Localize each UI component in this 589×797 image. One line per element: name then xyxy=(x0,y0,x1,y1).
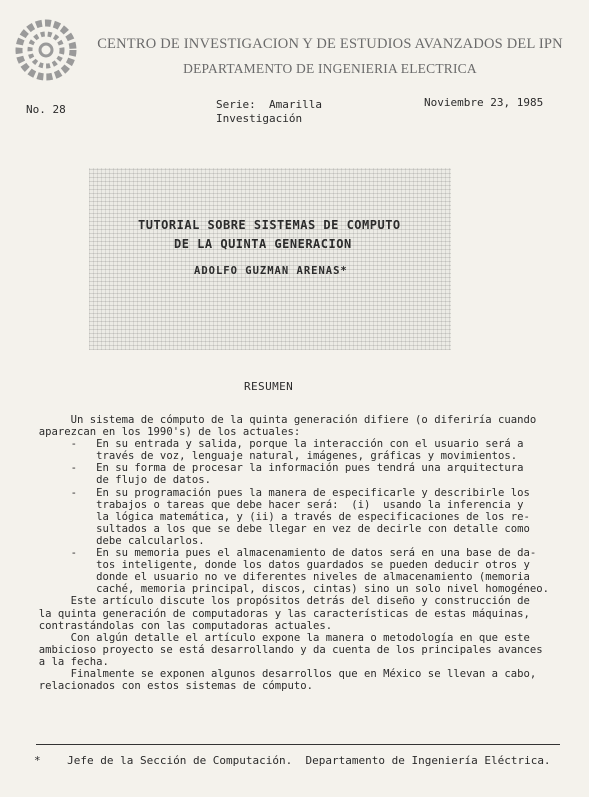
series-label xyxy=(216,98,322,126)
footnote: * Jefe de la Sección de Computación. Departamento de Ingeniería Eléctrica. xyxy=(34,754,551,767)
title-box-background xyxy=(89,168,451,350)
department-name: DEPARTAMENTO DE INGENIERIA ELECTRICA xyxy=(183,61,477,76)
abstract-line: través de voz, lenguaje natural, imágenes, gráficas y movimientos. xyxy=(26,450,518,463)
abstract-line: Finalmente se exponen algunos desarrollos que en México se llevan a cabo, xyxy=(26,667,537,680)
abstract-line: ambicioso proyecto se está desarrollando y da cuenta de los principales avances xyxy=(26,643,543,656)
abstract-line: - En su forma de procesar la información pues tendrá una arquitectura xyxy=(26,462,524,475)
abstract-line: tos inteligente, donde los datos guardados se pueden deducir otros y xyxy=(26,559,530,572)
abstract-line: donde el usuario no ve diferentes niveles de almacenamiento (memoria xyxy=(26,571,530,584)
title-line-2: DE LA QUINTA GENERACION xyxy=(174,237,352,251)
abstract-body xyxy=(26,414,571,692)
abstract-line: caché, memoria principal, discos, cintas) sino un solo nivel homogéneo. xyxy=(26,583,549,596)
cinvestav-logo-icon xyxy=(14,18,78,82)
abstract-line: trabajos o tareas que debe hacer será: (i) usando la inferencia y xyxy=(26,498,524,511)
abstract-line: de flujo de datos. xyxy=(26,474,211,487)
series-line-2: Investigación xyxy=(216,112,303,125)
abstract-line: Con algún detalle el artículo expone la manera o metodología en que este xyxy=(26,631,530,644)
footnote-divider xyxy=(36,744,560,745)
abstract-line: - En su programación pues la manera de especificarle y describirle los xyxy=(26,486,530,499)
abstract-line: contrastándolas con las computadoras actuales. xyxy=(26,619,333,632)
report-number: No. 28 xyxy=(26,103,66,116)
abstract-heading: RESUMEN xyxy=(244,380,294,393)
abstract-line: la quinta generación de computadoras y las características de estas máquinas, xyxy=(26,607,530,620)
report-date: Noviembre 23, 1985 xyxy=(424,96,544,109)
abstract-line: Este artículo discute los propósitos detrás del diseño y construcción de xyxy=(26,595,530,608)
author-name: ADOLFO GUZMAN ARENAS* xyxy=(194,265,348,277)
series-line-1: Serie: Amarilla xyxy=(216,98,322,111)
abstract-line: debe calcularlos. xyxy=(26,534,205,547)
abstract-line: - En su memoria pues el almacenamiento de datos será en una base de da- xyxy=(26,547,537,560)
abstract-line: a la fecha. xyxy=(26,655,109,668)
abstract-line: - En su entrada y salida, porque la interacción con el usuario será a xyxy=(26,438,524,451)
abstract-line: sultados a los que se debe llegar en vez de decirle con detalle como xyxy=(26,522,530,535)
abstract-line: relacionados con estos sistemas de cómputo. xyxy=(26,680,314,693)
institution-name: CENTRO DE INVESTIGACION Y DE ESTUDIOS AVANZADOS DEL IPN xyxy=(97,36,563,52)
abstract-line: la lógica matemática, y (ii) a través de especificaciones de los re- xyxy=(26,510,530,523)
title-line-1: TUTORIAL SOBRE SISTEMAS DE COMPUTO xyxy=(138,218,401,232)
abstract-line: Un sistema de cómputo de la quinta generación difiere (o diferiría cuando xyxy=(26,414,537,426)
abstract-line: aparezcan en los 1990's) de los actuales: xyxy=(26,426,301,439)
